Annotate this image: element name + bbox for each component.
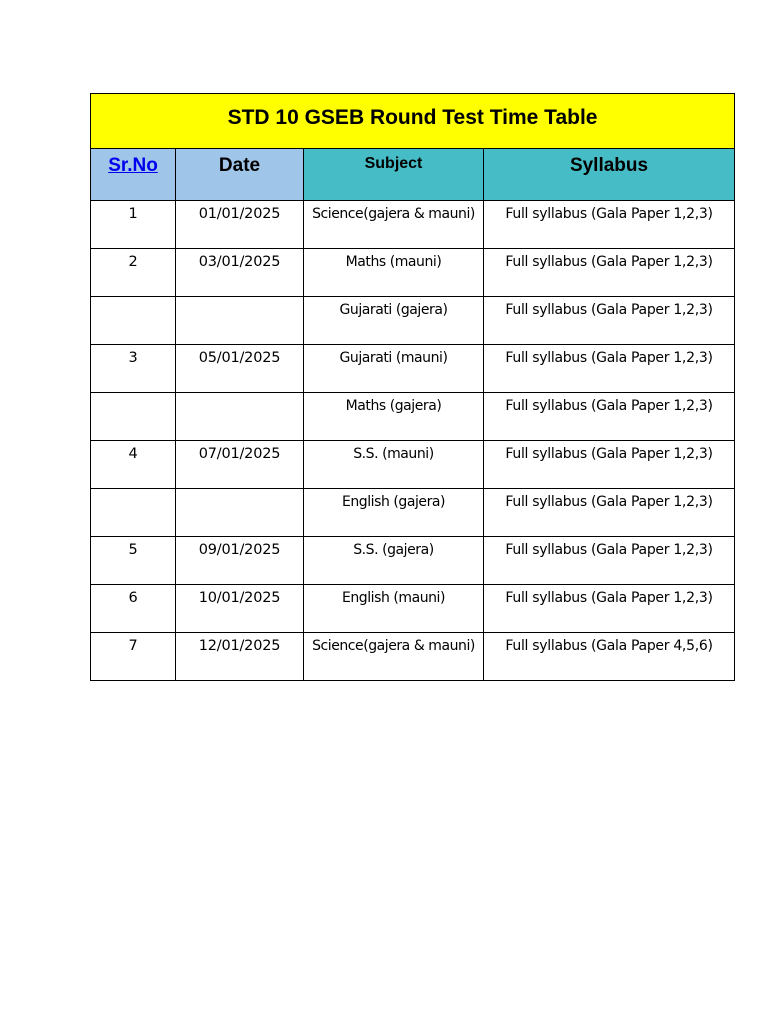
table-row [91, 585, 735, 633]
cell-subject: S.S. (gajera) [304, 537, 484, 585]
cell-srno [91, 393, 176, 441]
cell-date [176, 489, 304, 537]
cell-srno [91, 489, 176, 537]
cell-subject: Science(gajera & mauni) [304, 201, 484, 249]
cell-date: 12/01/2025 [176, 633, 304, 681]
cell-syllabus: Full syllabus (Gala Paper 1,2,3) [484, 393, 735, 441]
cell-srno [91, 297, 176, 345]
cell-subject: Gujarati (mauni) [304, 345, 484, 393]
cell-srno: 3 [91, 345, 176, 393]
table-row [91, 201, 735, 249]
cell-subject: Maths (gajera) [304, 393, 484, 441]
table-title: STD 10 GSEB Round Test Time Table [91, 94, 735, 149]
cell-syllabus: Full syllabus (Gala Paper 1,2,3) [484, 585, 735, 633]
cell-date: 09/01/2025 [176, 537, 304, 585]
timetable [90, 93, 735, 681]
cell-date [176, 393, 304, 441]
cell-syllabus: Full syllabus (Gala Paper 1,2,3) [484, 201, 735, 249]
cell-syllabus: Full syllabus (Gala Paper 1,2,3) [484, 489, 735, 537]
cell-subject: Gujarati (gajera) [304, 297, 484, 345]
cell-srno: 7 [91, 633, 176, 681]
cell-date: 07/01/2025 [176, 441, 304, 489]
table-row [91, 249, 735, 297]
table-row [91, 345, 735, 393]
cell-srno: 1 [91, 201, 176, 249]
table-row [91, 441, 735, 489]
cell-syllabus: Full syllabus (Gala Paper 1,2,3) [484, 249, 735, 297]
cell-syllabus: Full syllabus (Gala Paper 1,2,3) [484, 345, 735, 393]
cell-subject: S.S. (mauni) [304, 441, 484, 489]
cell-srno: 6 [91, 585, 176, 633]
cell-date: 03/01/2025 [176, 249, 304, 297]
header-syllabus: Syllabus [484, 149, 735, 201]
header-date: Date [176, 149, 304, 201]
cell-srno: 4 [91, 441, 176, 489]
cell-subject: English (mauni) [304, 585, 484, 633]
cell-date: 05/01/2025 [176, 345, 304, 393]
cell-date: 01/01/2025 [176, 201, 304, 249]
cell-syllabus: Full syllabus (Gala Paper 1,2,3) [484, 537, 735, 585]
table-row [91, 297, 735, 345]
table-row [91, 489, 735, 537]
header-subject: Subject [304, 149, 484, 201]
table-row [91, 393, 735, 441]
cell-subject: English (gajera) [304, 489, 484, 537]
cell-date: 10/01/2025 [176, 585, 304, 633]
cell-subject: Science(gajera & mauni) [304, 633, 484, 681]
header-srno[interactable] [91, 149, 176, 201]
cell-srno: 2 [91, 249, 176, 297]
cell-subject: Maths (mauni) [304, 249, 484, 297]
cell-syllabus: Full syllabus (Gala Paper 4,5,6) [484, 633, 735, 681]
cell-date [176, 297, 304, 345]
srno-header-link[interactable]: Sr.No [108, 155, 158, 176]
cell-syllabus: Full syllabus (Gala Paper 1,2,3) [484, 297, 735, 345]
table-row [91, 633, 735, 681]
table-row [91, 537, 735, 585]
cell-srno: 5 [91, 537, 176, 585]
cell-syllabus: Full syllabus (Gala Paper 1,2,3) [484, 441, 735, 489]
